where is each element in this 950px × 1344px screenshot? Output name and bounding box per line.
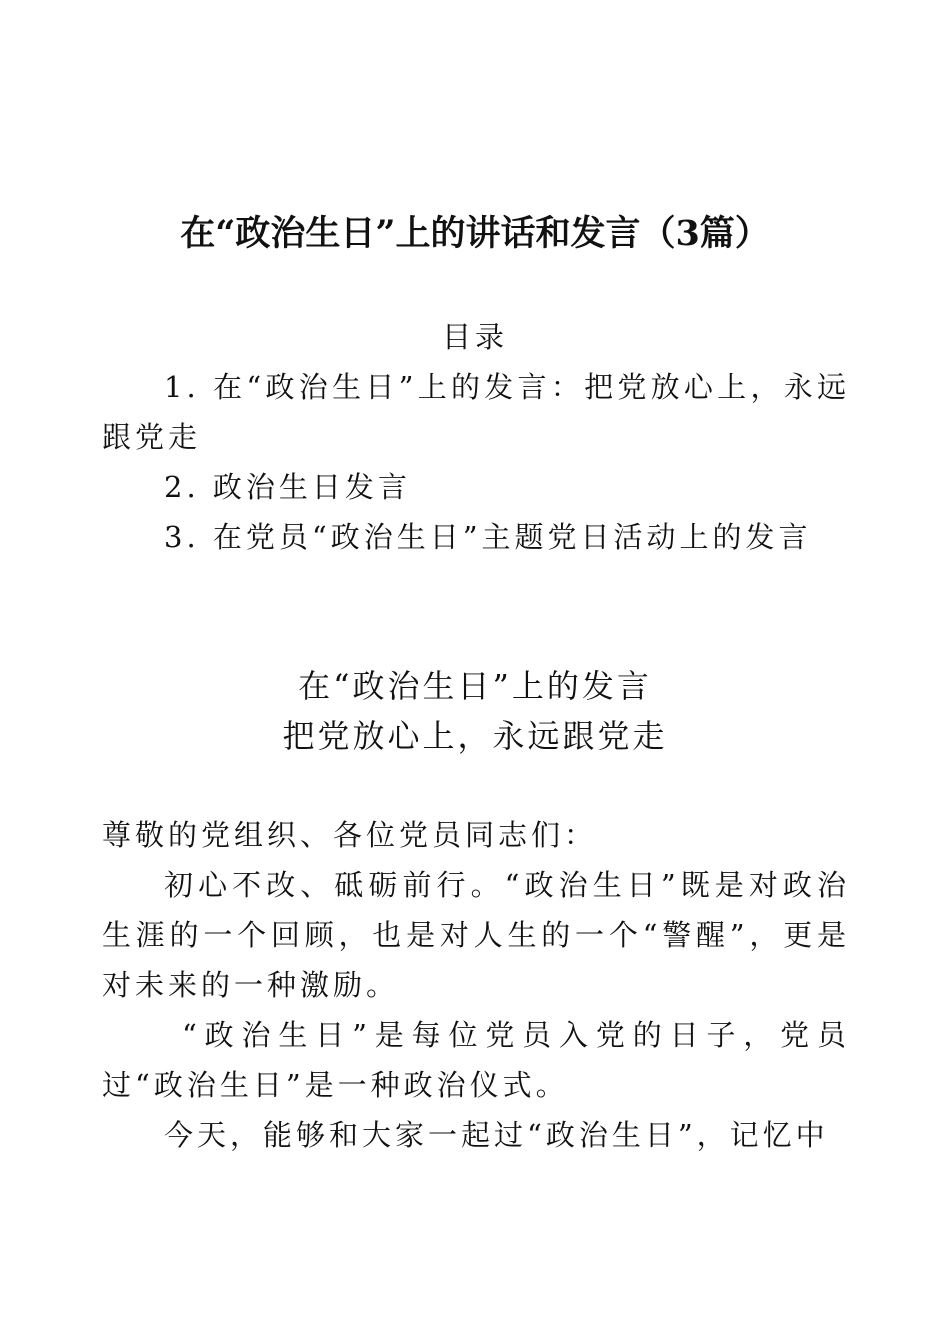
body-paragraph-3: 今天，能够和大家一起过“政治生日”，记忆中 — [164, 1118, 829, 1152]
toc-item-2: 2. 政治生日发言 — [164, 470, 411, 504]
toc-heading: 目录 — [441, 320, 508, 354]
body-paragraph-2: “政治生日”是每位党员入党的日子，党员过“政治生日”是一种政治仪式。 — [102, 1018, 850, 1102]
document-title: 在“政治生日”上的讲话和发言（3篇） — [180, 213, 770, 254]
section-title-line1: 在“政治生日”上的发言 — [298, 667, 652, 705]
section-title-line2: 把党放心上，永远跟党走 — [282, 717, 668, 755]
toc-item-1: 1. 在“政治生日”上的发言：把党放心上，永远跟党走 — [102, 370, 850, 454]
toc-item-3: 3. 在党员“政治生日”主题党日活动上的发言 — [164, 520, 812, 554]
salutation: 尊敬的党组织、各位党员同志们： — [102, 818, 598, 852]
body-paragraph-1: 初心不改、砥砺前行。“政治生日”既是对政治生涯的一个回顾，也是对人生的一个“警醒”，更是对未来的一种激励。 — [102, 868, 850, 1002]
